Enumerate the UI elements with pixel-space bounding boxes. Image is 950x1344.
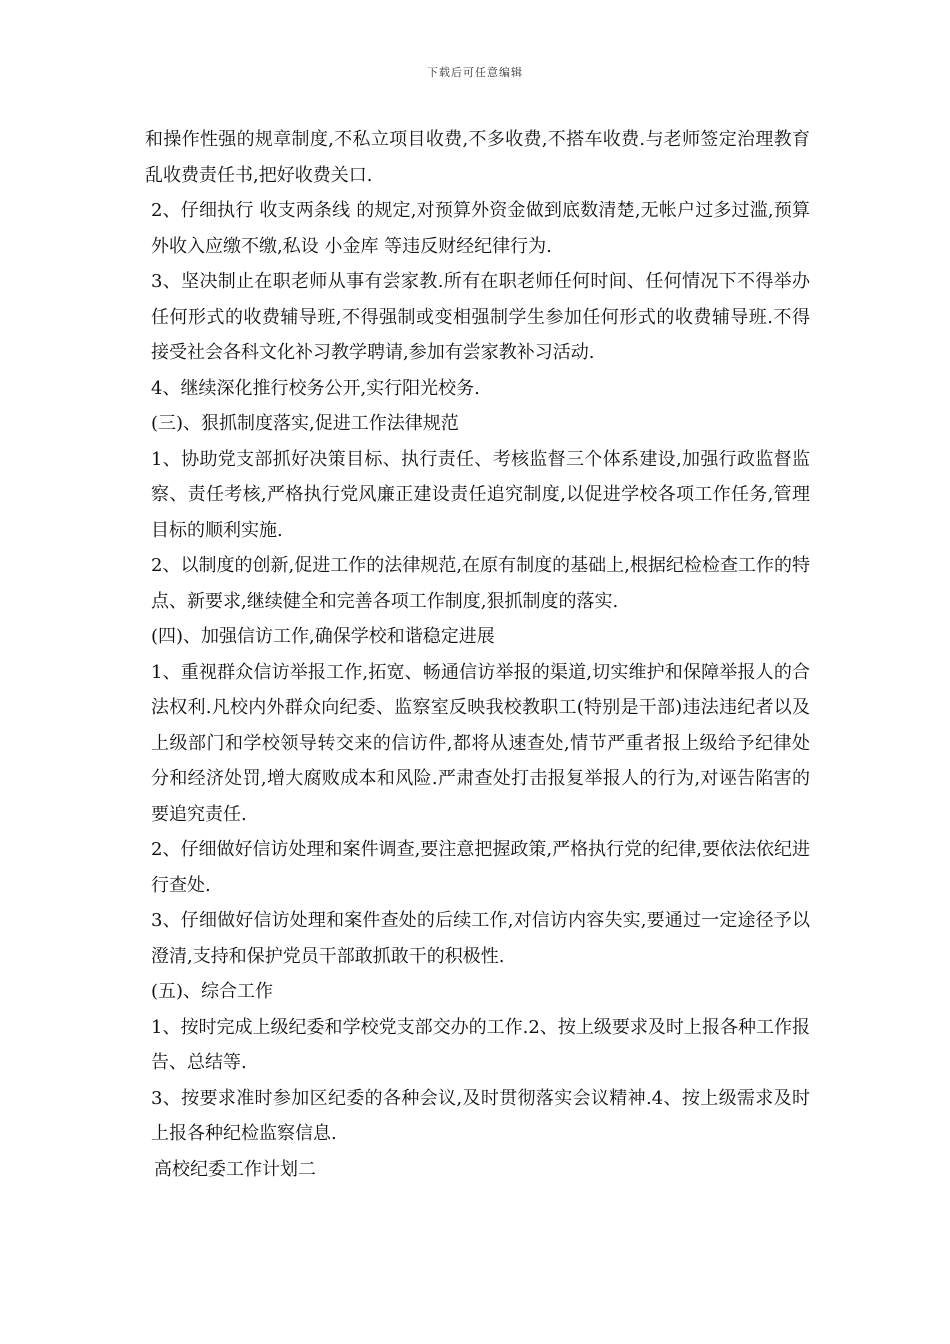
list-item: 3、坚决制止在职老师从事有尝家教.所有在职老师任何时间、任何情况下不得举办任何形式的收费辅导班,不得强制或变相强制学生参加任何形式的收费辅导班.不得接受社会各科文化补习教学聘请,参加有尝家教补习活动.: [151, 271, 810, 363]
list-item: 1、按时完成上级纪委和学校党支部交办的工作.2、按上级要求及时上报各种工作报告、总结等.: [151, 1016, 810, 1073]
list-item: 2、仔细做好信访处理和案件调查,要注意把握政策,严格执行党的纪律,要依法依纪进行查处.: [151, 839, 810, 896]
section-heading: (三)、狠抓制度落实,促进工作法律规范: [151, 413, 459, 434]
list-item: 1、重视群众信访举报工作,拓宽、畅通信访举报的渠道,切实维护和保障举报人的合法权利.凡校内外群众向纪委、监察室反映我校教职工(特别是干部)违法违纪者以及上级部门和学校领导转交来的信访件,都将从速查处,情节严重者报上级给予纪律处分和经济处罚,增大腐败成本和风险.严肃查处打击报复举报人的行为,对诬告陷害的要追究责任.: [151, 661, 810, 825]
section-heading: (四)、加强信访工作,确保学校和谐稳定进展: [151, 626, 495, 647]
list-item: 2、仔细执行 收支两条线 的规定,对预算外资金做到底数清楚,无帐户过多过滥,预算外收入应缴不缴,私设 小金库 等违反财经纪律行为.: [151, 200, 810, 257]
page-header-note: 下载后可任意编辑: [427, 66, 523, 79]
list-item: 3、仔细做好信访处理和案件查处的后续工作,对信访内容失实,要通过一定途径予以澄清,支持和保护党员干部敢抓敢干的积极性.: [151, 910, 810, 967]
paragraph-continuation: 和操作性强的规章制度,不私立项目收费,不多收费,不搭车收费.与老师签定治理教育乱收费责任书,把好收费关口.: [145, 129, 810, 186]
list-item: 4、继续深化推行校务公开,实行阳光校务.: [151, 377, 480, 399]
section-heading: (五)、综合工作: [151, 981, 274, 1002]
document-subtitle: 高校纪委工作计划二: [154, 1158, 316, 1180]
list-item: 1、协助党支部抓好决策目标、执行责任、考核监督三个体系建设,加强行政监督监察、责任考核,严格执行党风廉正建设责任追究制度,以促进学校各项工作任务,管理目标的顺利实施.: [151, 448, 810, 541]
list-item: 2、以制度的创新,促进工作的法律规范,在原有制度的基础上,根据纪检检查工作的特点、新要求,继续健全和完善各项工作制度,狠抓制度的落实.: [151, 555, 810, 612]
list-item: 3、按要求准时参加区纪委的各种会议,及时贯彻落实会议精神.4、按上级需求及时上报各种纪检监察信息.: [151, 1087, 810, 1144]
document-body: [145, 122, 810, 1187]
